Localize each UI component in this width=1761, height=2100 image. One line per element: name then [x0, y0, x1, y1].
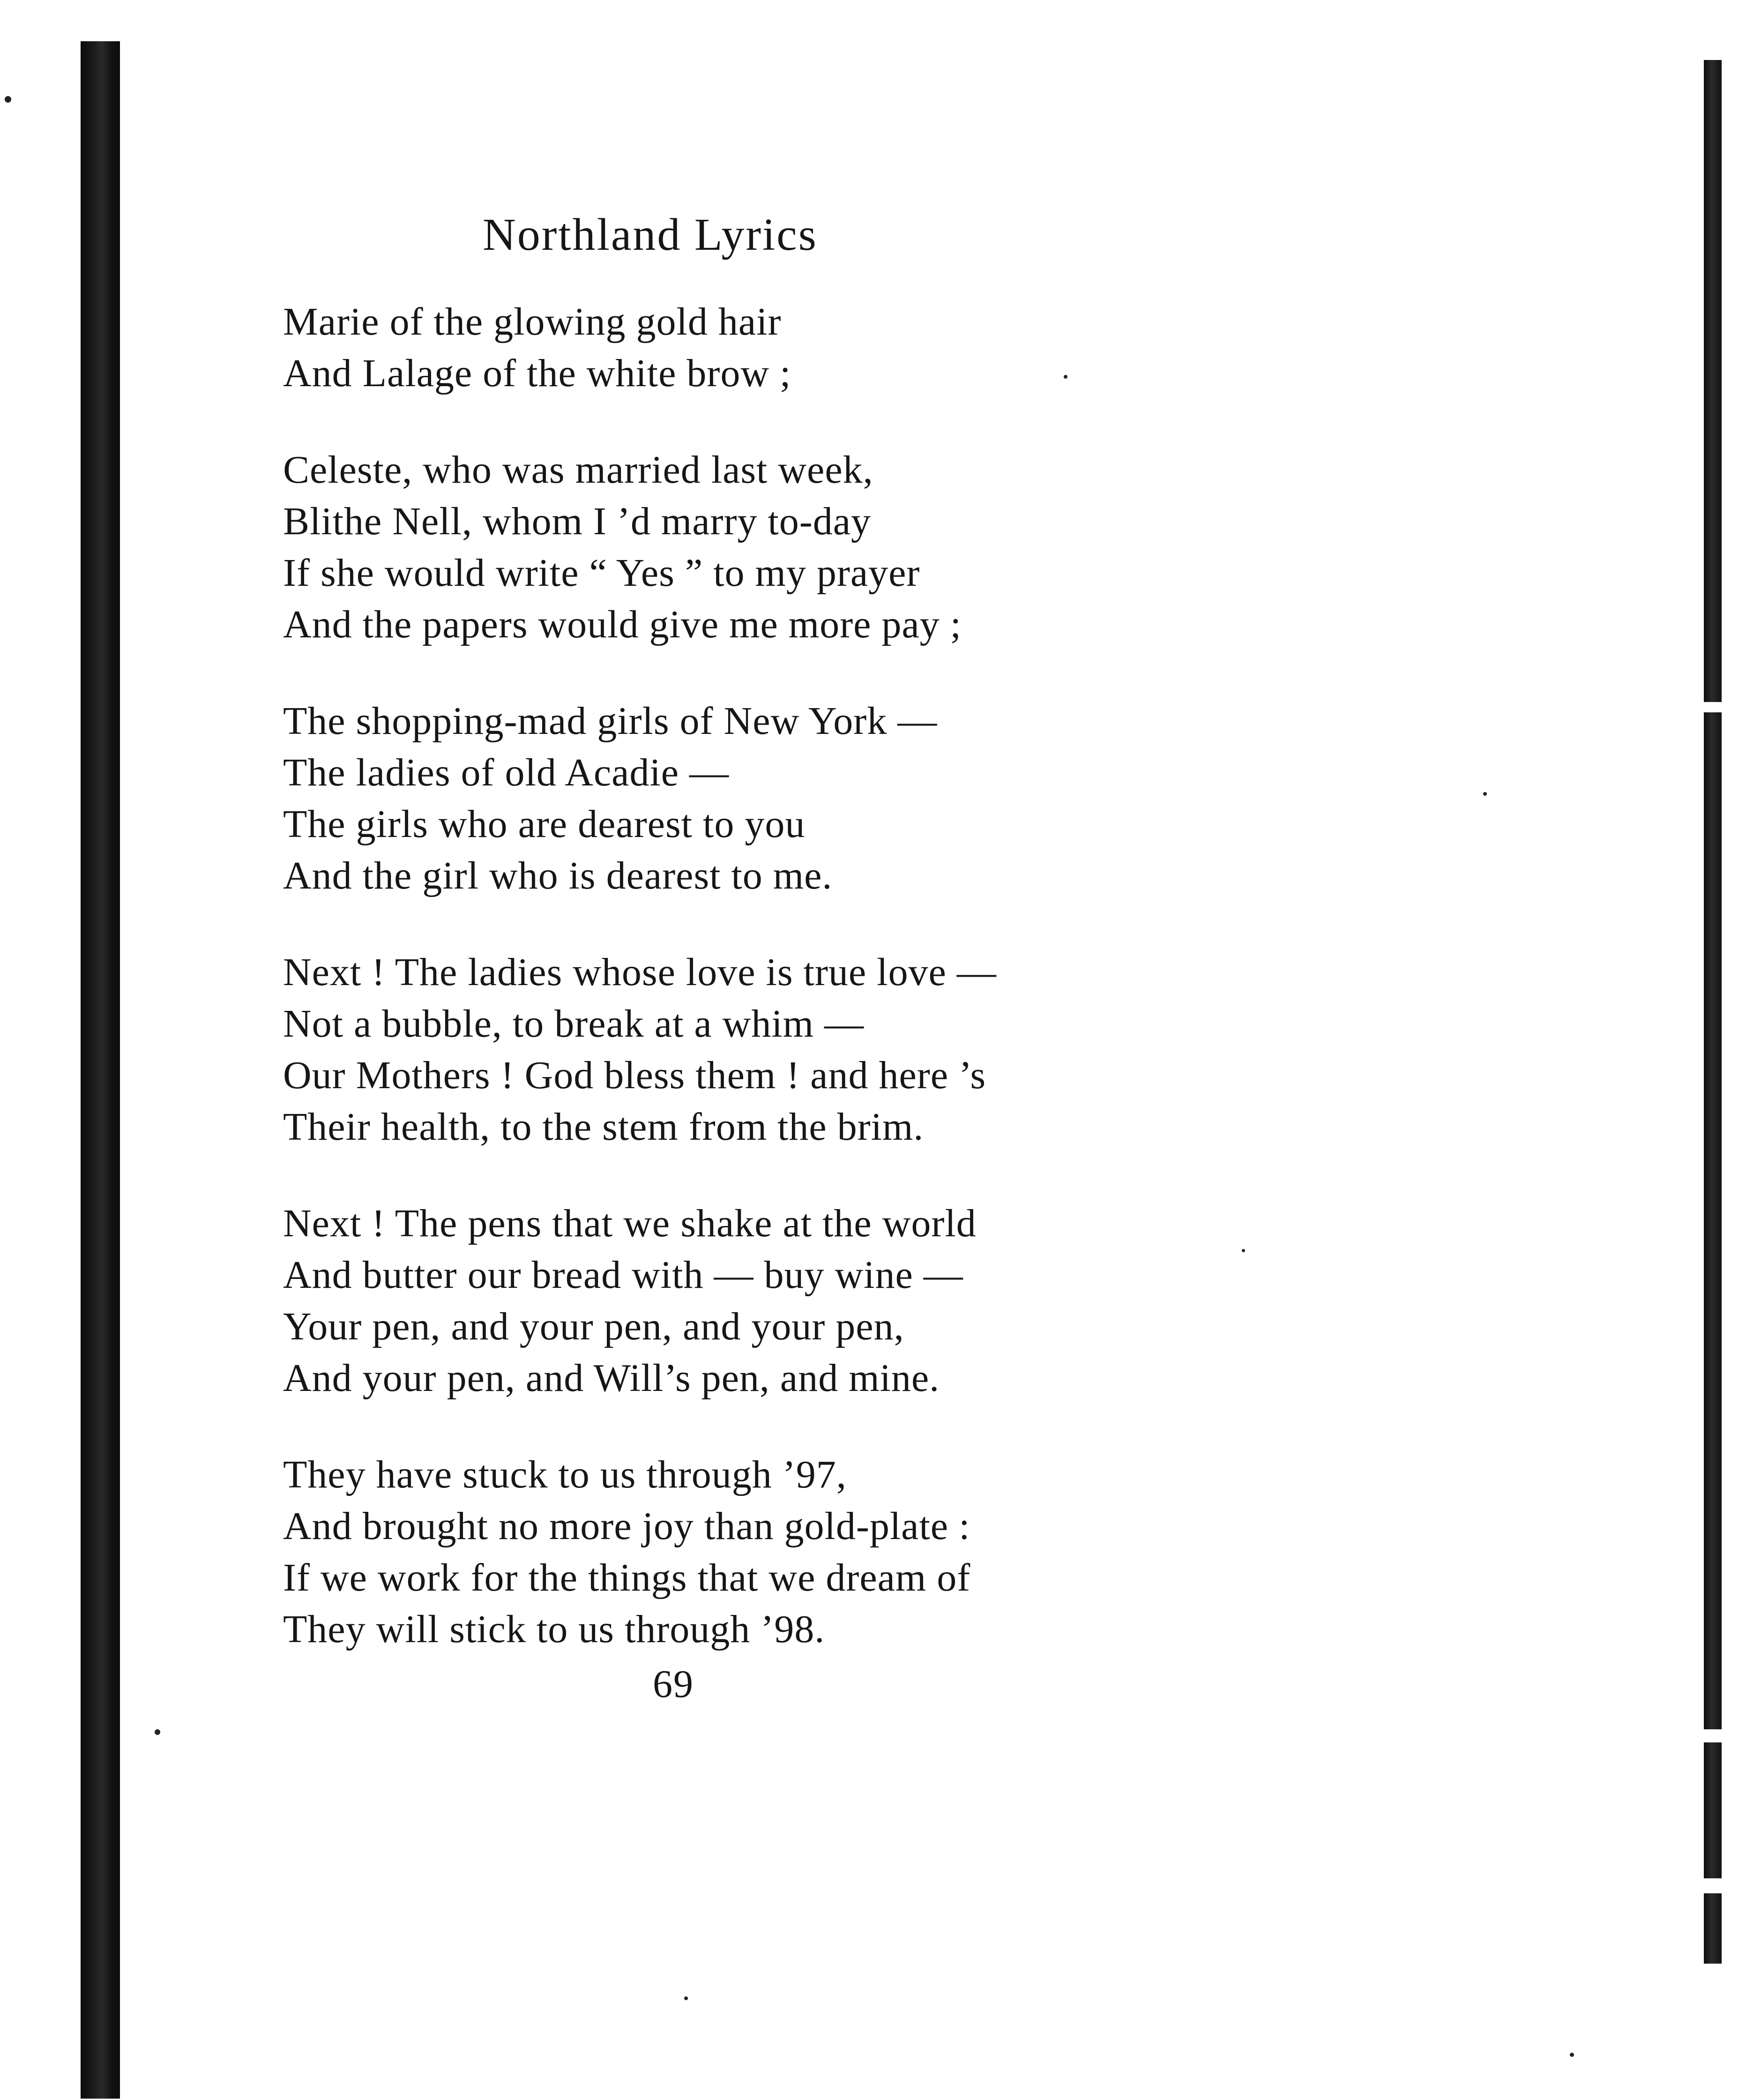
poem-line: Blithe Nell, whom I ’d marry to-day	[283, 500, 872, 543]
poem-line: The girls who are dearest to you	[283, 802, 806, 846]
scan-speck	[1242, 1249, 1245, 1252]
poem-line: If we work for the things that we dream of	[283, 1556, 971, 1599]
scan-speck	[1570, 2053, 1574, 2057]
poem-line: The shopping-mad girls of New York —	[283, 699, 938, 743]
poem-line: And the girl who is dearest to me.	[283, 854, 833, 897]
poem-line: Their health, to the stem from the brim.	[283, 1105, 924, 1149]
poem-line: And brought no more joy than gold-plate :	[283, 1504, 970, 1548]
scan-speck	[155, 1729, 160, 1735]
poem-line: Next ! The pens that we shake at the world	[283, 1202, 977, 1245]
page-number: 69	[653, 1662, 694, 1706]
poem-line: And the papers would give me more pay ;	[283, 603, 962, 646]
stanza	[283, 444, 1220, 650]
poem-line: And butter our bread with — buy wine —	[283, 1253, 963, 1297]
poem-line: If she would write “ Yes ” to my prayer	[283, 551, 920, 595]
poem-line: They have stuck to us through ’97,	[283, 1453, 847, 1496]
scan-speck	[1483, 792, 1487, 796]
page-edge-right	[1704, 1893, 1722, 1964]
stanza	[283, 947, 1220, 1153]
poem-line: And your pen, and Will’s pen, and mine.	[283, 1356, 940, 1400]
poem-line: Next ! The ladies whose love is true love —	[283, 950, 997, 994]
stanza	[283, 296, 1220, 399]
stanza	[283, 695, 1220, 902]
poem-line: Your pen, and your pen, and your pen,	[283, 1305, 904, 1348]
running-title: Northland Lyrics	[483, 209, 818, 260]
scan-speck	[684, 1996, 688, 2000]
poem	[283, 296, 1220, 1700]
poem-line: The ladies of old Acadie —	[283, 751, 730, 794]
poem-line: Marie of the glowing gold hair	[283, 300, 782, 344]
poem-line: They will stick to us through ’98.	[283, 1607, 825, 1651]
poem-line: Our Mothers ! God bless them ! and here ’s	[283, 1054, 986, 1097]
page-edge-right	[1704, 712, 1722, 1729]
poem-line: Celeste, who was married last week,	[283, 448, 873, 492]
stanza	[283, 1449, 1220, 1655]
scan-speck	[5, 96, 11, 103]
page-edge-right	[1704, 60, 1722, 702]
poem-line: Not a bubble, to break at a whim —	[283, 1002, 865, 1046]
stanza	[283, 1198, 1220, 1404]
binding-edge-left	[81, 41, 120, 2099]
poem-line: And Lalage of the white brow ;	[283, 351, 791, 395]
page-edge-right	[1704, 1742, 1722, 1878]
